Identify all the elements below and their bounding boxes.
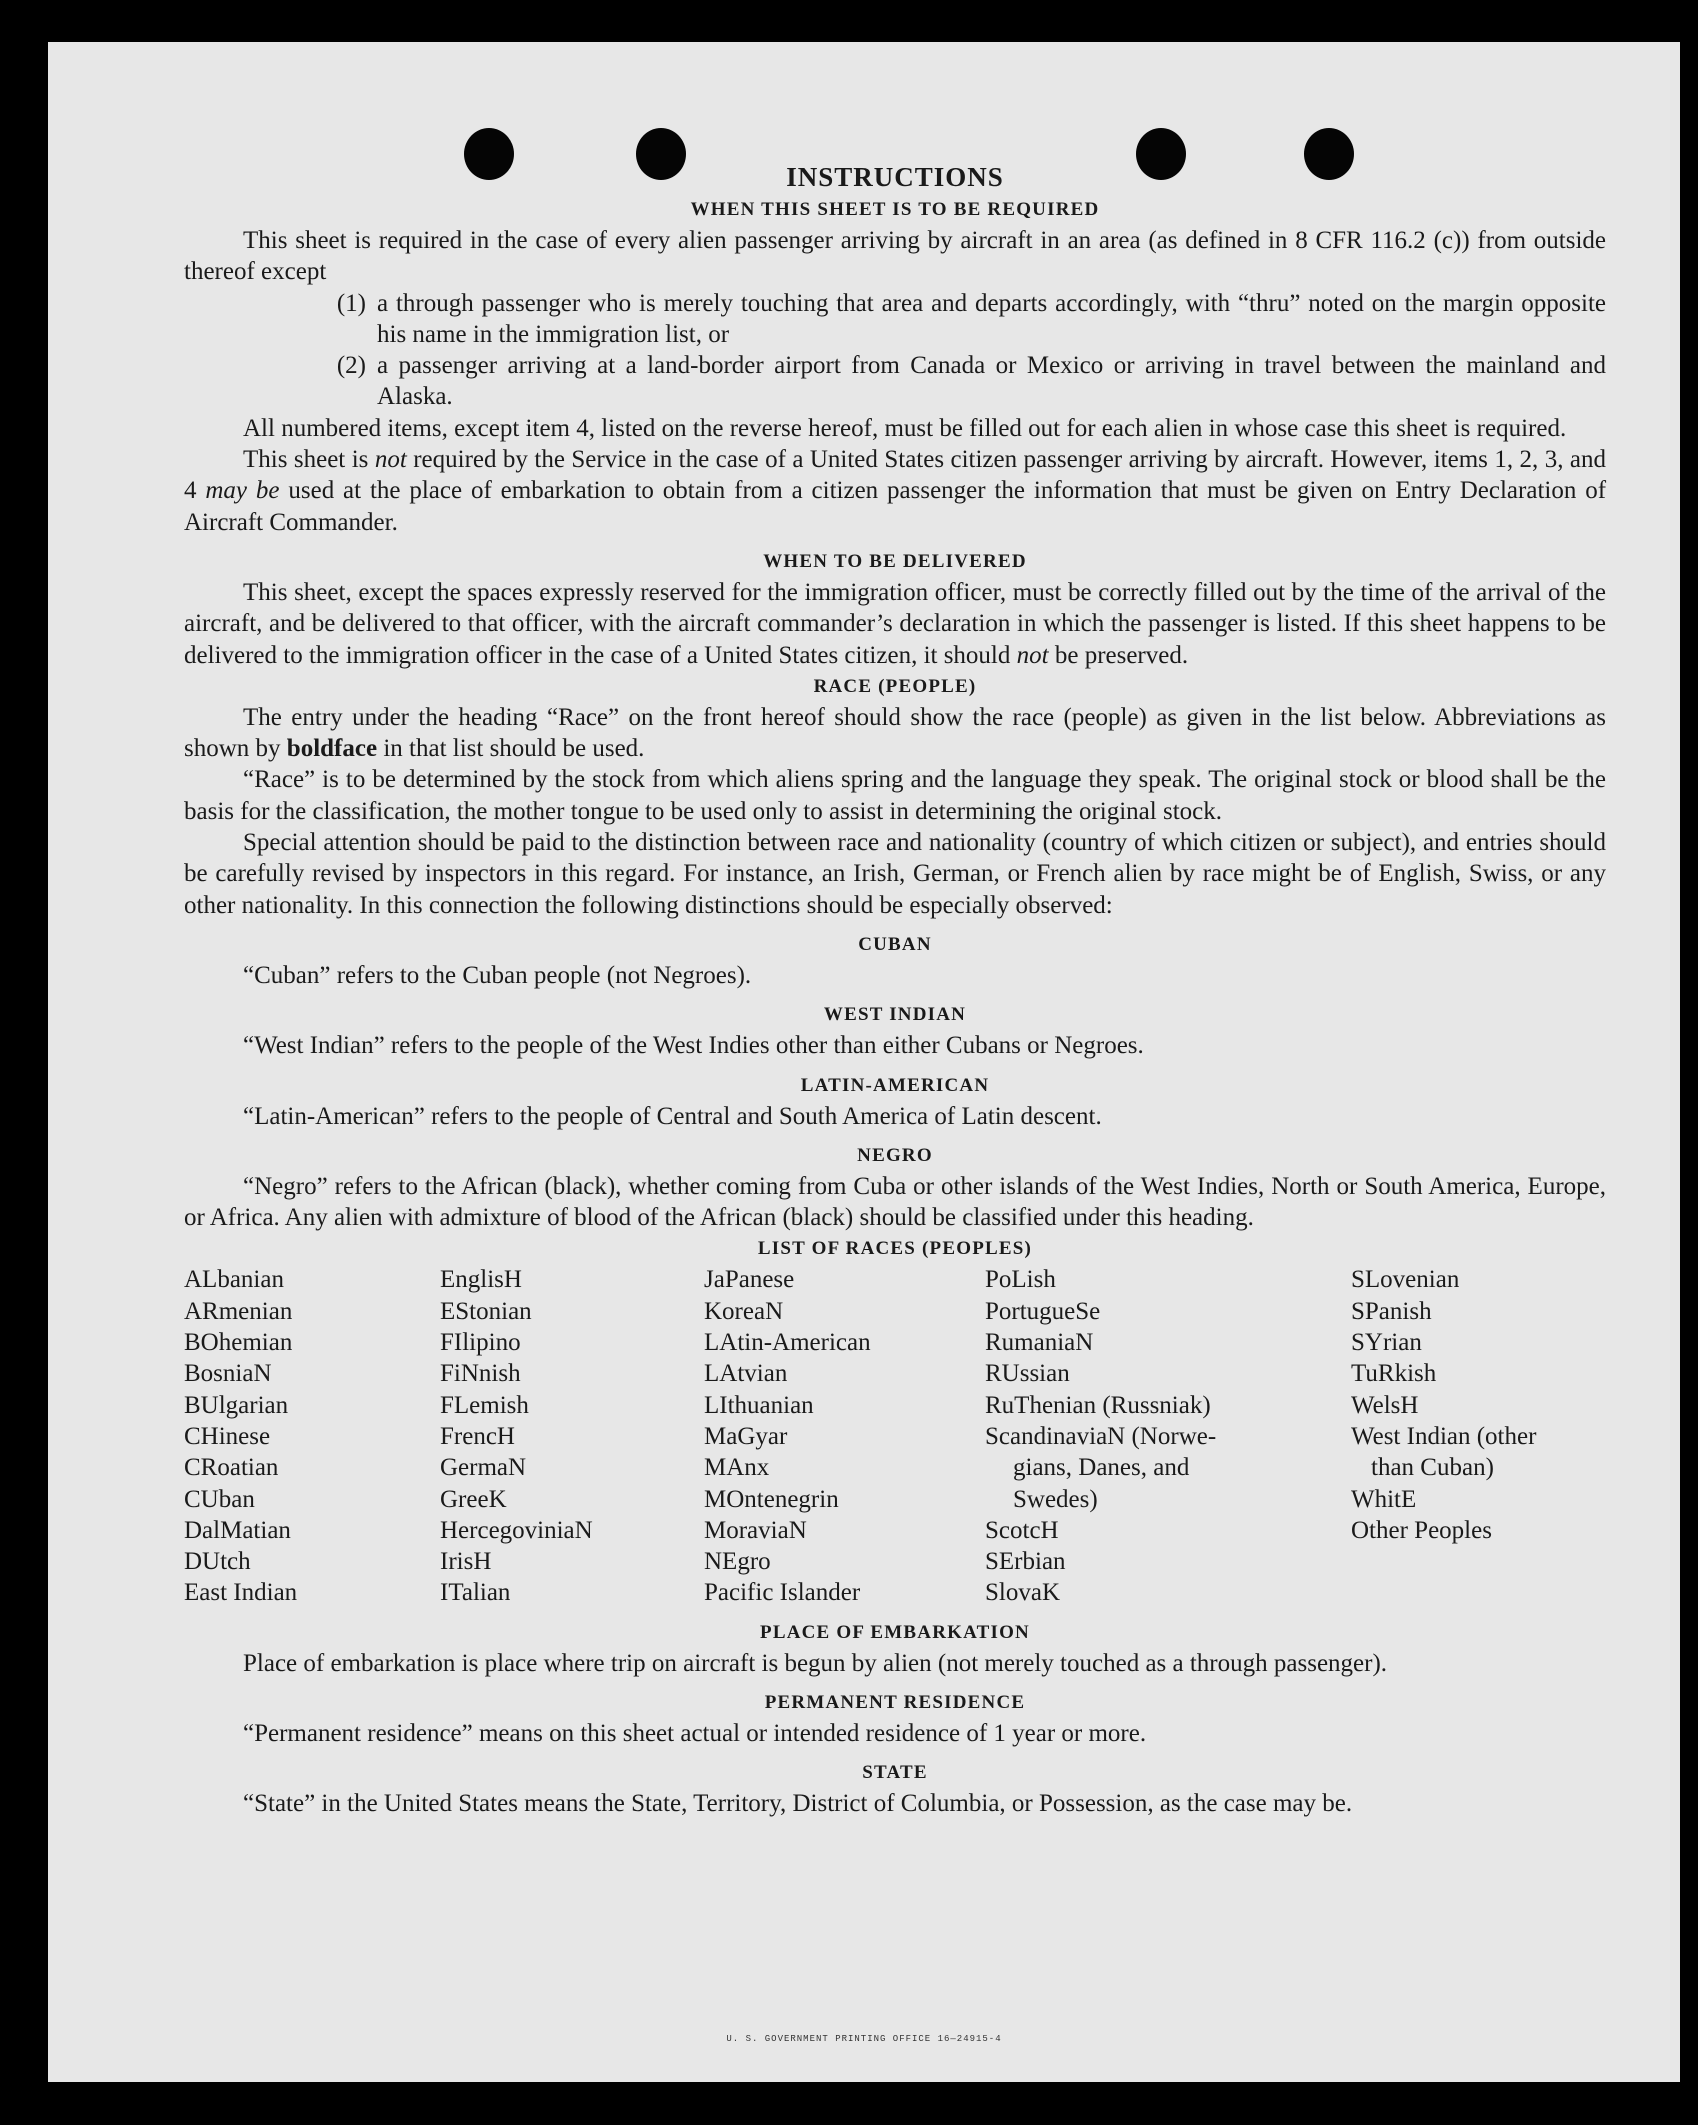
- item-number: (2): [336, 352, 366, 380]
- race-entry: RUssian: [985, 1360, 1070, 1388]
- race-entry: SlovaK: [985, 1579, 1060, 1607]
- section-heading-latin-american: LATIN-AMERICAN: [800, 1074, 990, 1096]
- race-entry: PortugueSe: [985, 1297, 1101, 1325]
- item-text: a through passenger who is merely touching that area and departs accordingly, with “thru” noted on the margin opposite his name in the immigration list, or: [377, 289, 1606, 348]
- race-column: [985, 1264, 1351, 1608]
- section-heading-embarkation: PLACE OF EMBARKATION: [760, 1621, 1030, 1643]
- race-entry: Pacific Islander: [704, 1579, 861, 1607]
- race-entry: RumaniaN: [985, 1329, 1094, 1357]
- numbered-item: [184, 288, 1606, 351]
- race-entry: BUlgarian: [184, 1391, 289, 1419]
- race-entry: West Indian (other: [1351, 1422, 1537, 1450]
- section-heading-state: STATE: [862, 1762, 928, 1784]
- paragraph: Special attention should be paid to the distinction between race and nationality (country of which citizen or subject), and entries should be carefully revised by inspectors in this regard. For instance, an Irish, German, or French alien by race might be of English, Swiss, or any other nationality. In this connection the following distinctions should be especially observed:: [184, 829, 1606, 919]
- paragraph: “Race” is to be determined by the stock from which aliens spring and the language they speak. The original stock or blood shall be the basis for the classification, the mother tongue to be used only to assist in determining the original stock.: [184, 766, 1606, 825]
- race-entry: BosniaN: [184, 1360, 272, 1388]
- paragraph: Place of embarkation is place where trip on aircraft is begun by alien (not merely touched as a through passenger).: [243, 1649, 1388, 1677]
- race-entry: LIthuanian: [704, 1391, 814, 1419]
- race-entry: BOhemian: [184, 1329, 293, 1357]
- paragraph: “Latin-American” refers to the people of Central and South America of Latin descent.: [243, 1102, 1102, 1130]
- race-entry: MAnx: [704, 1454, 770, 1482]
- paragraph: “Negro” refers to the African (black), whether coming from Cuba or other islands of the West Indies, North or South America, Europe, or Africa. Any alien with admixture of blood of the African (black) should be classified under this heading.: [184, 1172, 1606, 1232]
- text-run: used at the place of embarkation to obtain from a citizen passenger the information that must be given on Entry Declaration of Aircraft Commander.: [184, 477, 1607, 536]
- race-entry: PoLish: [985, 1266, 1056, 1294]
- race-entry: MoraviaN: [704, 1516, 807, 1544]
- text-run-bold: boldface: [286, 735, 378, 763]
- race-entry: IrisH: [440, 1548, 492, 1576]
- paragraph: “Permanent residence” means on this sheet actual or intended residence of 1 year or more.: [243, 1719, 1147, 1747]
- race-entry: KoreaN: [704, 1297, 784, 1325]
- race-entry: ScandinaviaN (Norwe-: [985, 1422, 1217, 1450]
- paragraph: [184, 702, 1606, 765]
- paragraph: This sheet is required in the case of every alien passenger arriving by aircraft in an area (as defined in 8 CFR 116.2 (c)) from outside thereof except: [184, 227, 1606, 286]
- race-entry: ScotcH: [985, 1516, 1059, 1544]
- race-entry: DalMatian: [184, 1516, 291, 1544]
- printer-imprint: U. S. GOVERNMENT PRINTING OFFICE 16—24915-4: [726, 2034, 1002, 2044]
- race-entry: CRoatian: [184, 1454, 279, 1482]
- section-heading-negro: NEGRO: [857, 1144, 933, 1166]
- section-heading-when-required: WHEN THIS SHEET IS TO BE REQUIRED: [690, 199, 1100, 220]
- race-entry: JaPanese: [704, 1266, 795, 1294]
- document-sheet: [48, 42, 1680, 2082]
- paragraph: [184, 444, 1606, 538]
- race-entry: LAtvian: [704, 1360, 788, 1388]
- text-run: required by the Service in the case of a United States citizen passenger arriving by aircraft. However, items 1, 2, 3, and 4: [184, 446, 1606, 505]
- paragraph: All numbered items, except item 4, listed on the reverse hereof, must be filled out for each alien in whose case this sheet is required.: [243, 414, 1567, 442]
- race-list: [184, 1264, 1606, 1608]
- race-entry: FrencH: [440, 1422, 515, 1450]
- section-heading-cuban: CUBAN: [858, 933, 932, 955]
- race-entry: DUtch: [184, 1548, 251, 1576]
- text-run: This sheet is: [243, 446, 375, 474]
- race-entry: NEgro: [704, 1548, 771, 1576]
- paragraph: “Cuban” refers to the Cuban people (not Negroes).: [243, 961, 752, 989]
- race-entry: MOntenegrin: [704, 1485, 839, 1513]
- race-entry: ARmenian: [184, 1297, 293, 1325]
- race-entry: FiNnish: [440, 1360, 521, 1388]
- race-entry: EStonian: [440, 1297, 532, 1325]
- race-entry-continued: than Cuban): [1371, 1454, 1494, 1482]
- race-entry: GreeK: [440, 1485, 507, 1513]
- paragraph: “State” in the United States means the State, Territory, District of Columbia, or Possession, as the case may be.: [243, 1790, 1353, 1818]
- race-entry: SPanish: [1351, 1297, 1432, 1325]
- section-heading-list-of-races: LIST OF RACES (PEOPLES): [757, 1238, 1033, 1260]
- text-run-italic: not: [1016, 641, 1049, 669]
- race-entry: ALbanian: [184, 1266, 284, 1294]
- race-entry: GermaN: [440, 1454, 527, 1482]
- text-run: This sheet, except the spaces expressly reserved for the immigration officer, must be correctly filled out by the time of the arrival of the aircraft, and be delivered to that officer, with the aircraft commander’s declaration in which the passenger is listed. If this sheet happens to be delivered to the immigration officer in the case of a United States citizen, it should: [184, 578, 1606, 669]
- race-column: [704, 1264, 985, 1608]
- text-run: The entry under the heading “Race” on the front hereof should show the race (people) as given in the list below. Abbreviations as shown by: [184, 703, 1606, 763]
- race-entry: EnglisH: [440, 1266, 522, 1294]
- race-entry: FIlipino: [440, 1329, 521, 1357]
- section-heading-west-indian: WEST INDIAN: [823, 1004, 967, 1026]
- race-entry-continued: Swedes): [1013, 1485, 1098, 1513]
- text-run-italic: not: [374, 446, 407, 474]
- item-number: (1): [336, 289, 366, 317]
- page-title: INSTRUCTIONS: [786, 162, 1004, 192]
- race-entry: FLemish: [440, 1391, 529, 1419]
- race-entry-continued: gians, Danes, and: [1013, 1454, 1190, 1482]
- race-entry: ITalian: [440, 1579, 511, 1607]
- section-heading-race: RACE (PEOPLE): [813, 675, 977, 697]
- race-entry: LAtin-American: [704, 1329, 871, 1357]
- race-column: [440, 1264, 704, 1608]
- race-entry: SYrian: [1351, 1329, 1422, 1357]
- paragraph: [184, 577, 1606, 671]
- text-run: in that list should be used.: [377, 735, 645, 763]
- race-entry: HercegoviniaN: [440, 1516, 593, 1544]
- race-column: [184, 1264, 440, 1608]
- numbered-item: [184, 350, 1606, 413]
- text-run: be preserved.: [1048, 641, 1189, 669]
- section-heading-residence: PERMANENT RESIDENCE: [764, 1691, 1026, 1713]
- race-entry: RuThenian (Russniak): [985, 1391, 1211, 1419]
- paragraph: “West Indian” refers to the people of the West Indies other than either Cubans or Negroes.: [243, 1032, 1144, 1060]
- item-text: a passenger arriving at a land-border airport from Canada or Mexico or arriving in travel between the mainland and Alaska.: [377, 352, 1606, 411]
- race-entry: SErbian: [985, 1548, 1066, 1576]
- section-heading-when-delivered: WHEN TO BE DELIVERED: [763, 550, 1027, 572]
- instructions-body: [184, 160, 1606, 1820]
- race-entry: SLovenian: [1351, 1266, 1460, 1294]
- race-entry: WelsH: [1351, 1391, 1419, 1419]
- text-run-italic: may be: [205, 477, 280, 505]
- race-entry: East Indian: [184, 1579, 298, 1607]
- race-entry: CUban: [184, 1485, 255, 1513]
- race-entry: TuRkish: [1351, 1360, 1437, 1388]
- race-entry: MaGyar: [704, 1422, 788, 1450]
- race-column: [1351, 1264, 1606, 1608]
- race-entry: Other Peoples: [1351, 1516, 1492, 1544]
- race-entry: WhitE: [1351, 1485, 1417, 1513]
- race-entry: CHinese: [184, 1422, 271, 1450]
